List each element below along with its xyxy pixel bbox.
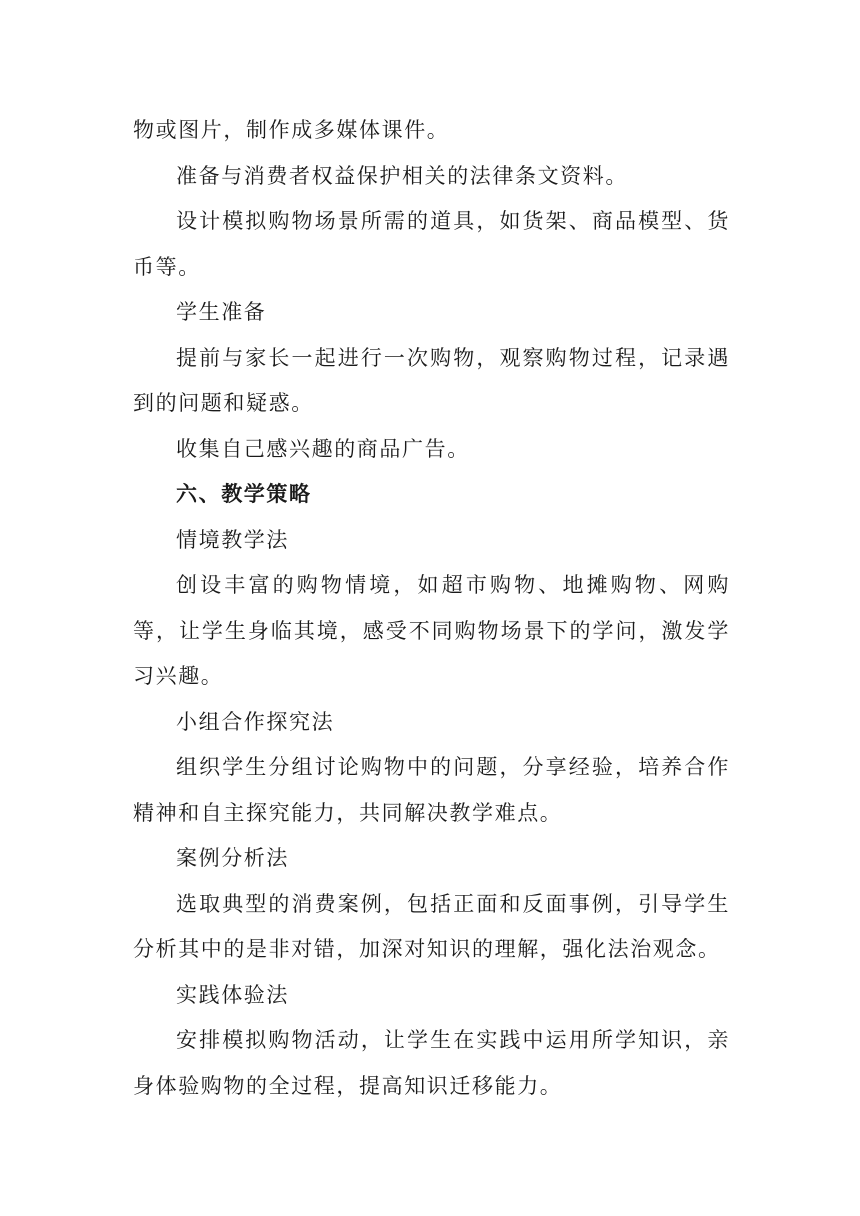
subheading-situational-teaching: 情境教学法	[176, 527, 289, 552]
paragraph-shopping-with-parents: 提前与家长一起进行一次购物，观察购物过程，记录遇到的问题和疑惑。	[133, 345, 730, 415]
paragraph-legal-materials: 准备与消费者权益保护相关的法律条文资料。	[176, 163, 628, 188]
paragraph-continuation: 物或图片，制作成多媒体课件。	[133, 118, 450, 142]
subheading-group-inquiry: 小组合作探究法	[176, 709, 335, 734]
paragraph-collect-ads: 收集自己感兴趣的商品广告。	[176, 436, 470, 461]
subheading-practice-experience: 实践体验法	[176, 982, 289, 1007]
paragraph-group-inquiry: 组织学生分组讨论购物中的问题，分享经验，培养合作精神和自主探究能力，共同解决教学难点。	[133, 755, 730, 825]
paragraph-props-design: 设计模拟购物场景所需的道具，如货架、商品模型、货币等。	[133, 209, 730, 279]
subheading-student-preparation: 学生准备	[176, 300, 267, 324]
document-body	[133, 108, 730, 1109]
section-heading-teaching-strategy: 六、教学策略	[176, 482, 312, 506]
subheading-case-analysis: 案例分析法	[176, 846, 289, 870]
paragraph-case-analysis: 选取典型的消费案例，包括正面和反面事例，引导学生分析其中的是非对错，加深对知识的理解，强化法治观念。	[133, 891, 730, 961]
paragraph-practice-experience: 安排模拟购物活动，让学生在实践中运用所学知识，亲身体验购物的全过程，提高知识迁移能力。	[133, 1028, 730, 1098]
paragraph-situational-teaching: 创设丰富的购物情境，如超市购物、地摊购物、网购等，让学生身临其境，感受不同购物场景下的学问，激发学习兴趣。	[133, 573, 730, 688]
